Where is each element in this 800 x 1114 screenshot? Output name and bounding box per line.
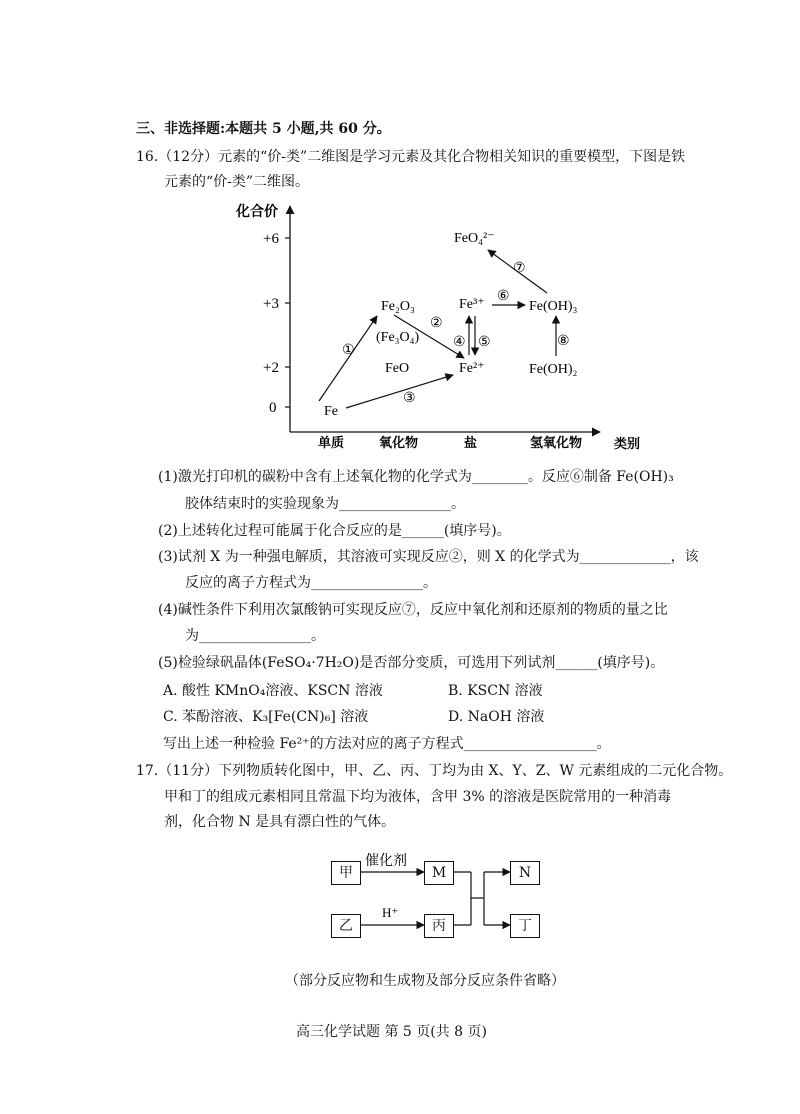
q16-sub1-line1: (1)激光打印机的碳粉中含有上述氧化物的化学式为________。反应⑥制备 Fe(OH)₃ bbox=[158, 469, 674, 485]
label-reaction-2: ② bbox=[430, 316, 443, 331]
label-reaction-4: ④ bbox=[453, 335, 466, 350]
species-feoh3: Fe(OH)₃ bbox=[529, 299, 578, 314]
hplus-label: H⁺ bbox=[382, 905, 399, 920]
species-fe: Fe bbox=[324, 404, 338, 419]
q16-sub5-tail: 写出上述一种检验 Fe²⁺的方法对应的离子方程式___________________。 bbox=[163, 736, 611, 752]
q16-sub4-line1: (4)碱性条件下利用次氯酸钠可实现反应⑦，反应中氧化剂和还原剂的物质的量之比 bbox=[158, 602, 668, 618]
label-reaction-1: ① bbox=[342, 343, 355, 358]
y-tick-plus2: +2 bbox=[263, 360, 279, 376]
box-n: N bbox=[510, 861, 540, 885]
box-jia: 甲 bbox=[331, 861, 361, 885]
species-fe3o4: (Fe₃O₄) bbox=[376, 330, 420, 345]
label-reaction-8: ⑧ bbox=[557, 334, 570, 349]
catalyst-label: 催化剂 bbox=[365, 854, 407, 869]
q16-sub5: (5)检验绿矾晶体(FeSO₄·7H₂O)是否部分变质，可选用下列试剂______(填序号)。 bbox=[158, 655, 665, 671]
box-yi: 乙 bbox=[331, 914, 361, 938]
x-category-element: 单质 bbox=[318, 435, 345, 450]
arrow-reaction-3 bbox=[346, 375, 453, 408]
label-reaction-3: ③ bbox=[403, 391, 416, 406]
q16-sub3-line1: (3)试剂 X 为一种强电解质，其溶液可实现反应②，则 X 的化学式为_____________，该 bbox=[158, 549, 699, 565]
y-tick-plus3: +3 bbox=[263, 296, 279, 312]
option-d: D. NaOH 溶液 bbox=[448, 709, 545, 725]
q16-sub4-line2: 为________________。 bbox=[185, 628, 325, 644]
q16-stem-line2: 元素的“价-类”二维图。 bbox=[164, 174, 310, 190]
conversion-flow-diagram bbox=[0, 840, 800, 950]
species-fe3-ion: Fe³⁺ bbox=[459, 297, 485, 312]
page-footer: 高三化学试题 第 5 页(共 8 页) bbox=[296, 1024, 487, 1040]
y-axis-title: 化合价 bbox=[236, 205, 278, 220]
section-heading: 三、非选择题:本题共 5 小题,共 60 分。 bbox=[136, 121, 391, 137]
y-tick-zero: 0 bbox=[269, 400, 277, 416]
q16-sub1-line2: 胶体结束时的实验现象为________________。 bbox=[185, 496, 465, 512]
valence-category-diagram bbox=[0, 0, 800, 470]
q17-stem-line3: 剂，化合物 N 是具有漂白性的气体。 bbox=[164, 814, 396, 830]
arrow-reaction-1 bbox=[319, 316, 377, 401]
x-axis-title: 类别 bbox=[614, 436, 641, 451]
option-a: A. 酸性 KMnO₄溶液、KSCN 溶液 bbox=[163, 683, 383, 699]
option-c: C. 苯酚溶液、K₃[Fe(CN)₆] 溶液 bbox=[163, 709, 369, 725]
y-tick-plus6: +6 bbox=[263, 231, 279, 247]
species-feoh2: Fe(OH)₂ bbox=[529, 362, 578, 377]
q17-stem-line2: 甲和丁的组成元素相同且常温下均为液体，含甲 3% 的溶液是医院常用的一种消毒 bbox=[164, 789, 672, 805]
q16-stem-line1: 16.（12分）元素的“价-类”二维图是学习元素及其化合物相关知识的重要模型，下图是铁 bbox=[136, 149, 686, 165]
option-b: B. KSCN 溶液 bbox=[448, 683, 543, 699]
label-reaction-5: ⑤ bbox=[478, 335, 491, 350]
q16-sub3-line2: 反应的离子方程式为________________。 bbox=[185, 575, 437, 591]
x-category-oxide: 氧化物 bbox=[379, 435, 419, 450]
species-feo: FeO bbox=[385, 361, 410, 376]
species-ferrate: FeO₄²⁻ bbox=[454, 231, 495, 246]
species-fe2o3: Fe₂O₃ bbox=[381, 299, 415, 314]
label-reaction-7: ⑦ bbox=[513, 261, 526, 276]
box-ding: 丁 bbox=[510, 914, 540, 938]
species-fe2-ion: Fe²⁺ bbox=[459, 361, 485, 376]
box-bing: 丙 bbox=[424, 914, 454, 938]
x-category-hydroxide: 氢氧化物 bbox=[530, 435, 583, 450]
q17-stem-line1: 17.（11分）下列物质转化图中，甲、乙、丙、丁均为由 X、Y、Z、W 元素组成的二元化合物。 bbox=[136, 763, 733, 779]
flow-caption: （部分反应物和生成物及部分反应条件省略） bbox=[285, 973, 565, 989]
label-reaction-6: ⑥ bbox=[497, 289, 510, 304]
q16-sub2: (2)上述转化过程可能属于化合反应的是______(填序号)。 bbox=[158, 523, 511, 539]
x-category-salt: 盐 bbox=[464, 435, 478, 450]
box-m: M bbox=[424, 861, 454, 885]
